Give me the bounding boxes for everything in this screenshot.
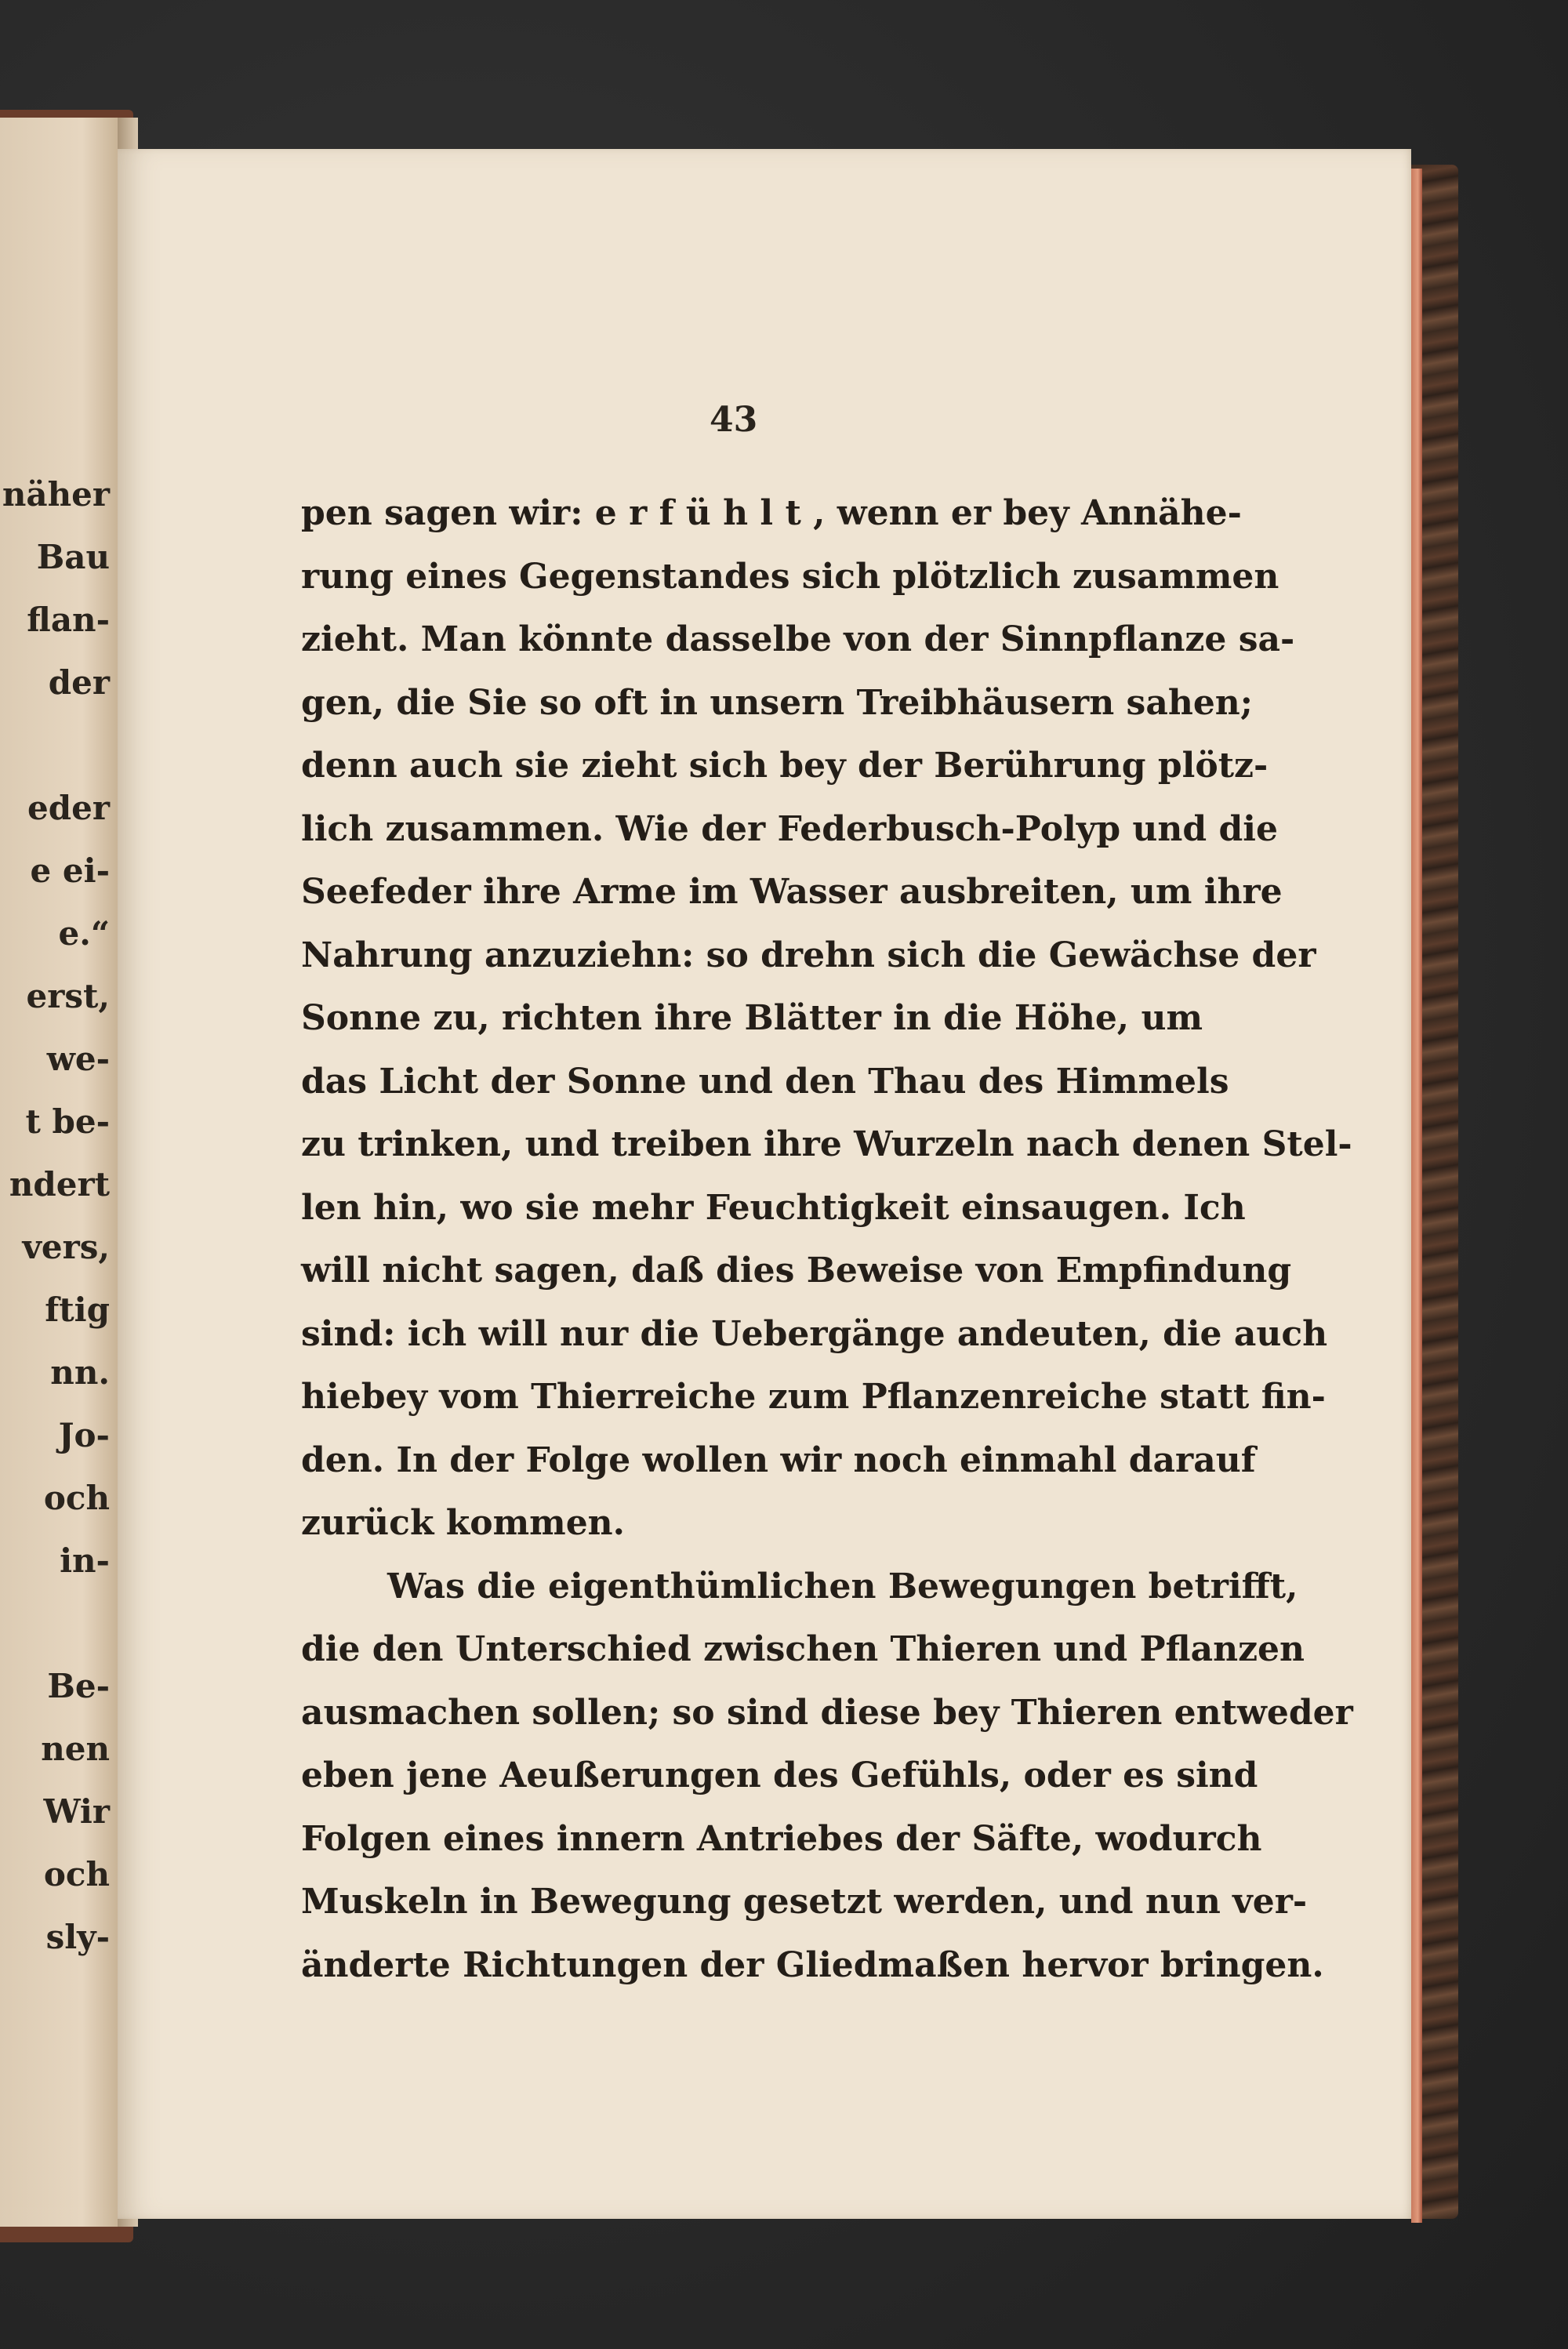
left-page-fragment: in- (60, 1541, 110, 1580)
text-line: gen, die Sie so oft in unsern Treibhäusern sahen; (301, 682, 1254, 723)
left-page-fragment: eder (27, 789, 110, 827)
left-page-fragment: ftig (45, 1291, 110, 1329)
text-line: das Licht der Sonne und den Thau des Himmels (301, 1061, 1229, 1102)
page-number: 43 (710, 400, 758, 440)
text-line: zu trinken, und treiben ihre Wurzeln nach denen Stel- (301, 1124, 1352, 1164)
left-page-fragment: we- (46, 1040, 110, 1078)
text-line: ausmachen sollen; so sind diese bey Thieren entweder (301, 1692, 1353, 1733)
left-page-fragment: Jo- (58, 1416, 110, 1454)
text-line: die den Unterschied zwischen Thieren und Pflanzen (301, 1629, 1305, 1669)
page-text (301, 482, 1353, 1997)
left-page-fragment: t be- (25, 1102, 110, 1141)
left-page-fragment: Bau (36, 538, 110, 576)
left-page-fragment: Wir (43, 1792, 110, 1831)
text-line: sind: ich will nur die Uebergänge andeuten, die auch (301, 1313, 1328, 1354)
left-page-fragment: der (48, 663, 110, 702)
text-line: eben jene Aeußerungen des Gefühls, oder es sind (301, 1755, 1258, 1795)
left-page-fragment: e ei- (30, 851, 110, 890)
text-line: Muskeln in Bewegung gesetzt werden, und nun ver- (301, 1882, 1308, 1922)
text-line: len hin, wo sie mehr Feuchtigkeit einsaugen. Ich (301, 1187, 1246, 1228)
left-page-fragment: näher (2, 475, 110, 514)
text-line: rung eines Gegenstandes sich plötzlich zusammen (301, 556, 1279, 597)
text-line: Folgen eines innern Antriebes der Säfte, wodurch (301, 1818, 1262, 1859)
left-page-fragment: ndert (9, 1165, 110, 1204)
left-page-fragment: Be- (47, 1667, 110, 1705)
text-line: zieht. Man könnte dasselbe von der Sinnpflanze sa- (301, 619, 1295, 659)
text-line: pen sagen wir: e r f ü h l t , wenn er bey Annähe- (301, 493, 1242, 533)
left-page-fragment: nen (41, 1730, 110, 1768)
text-line: Seefeder ihre Arme im Wasser ausbreiten, um ihre (301, 872, 1283, 912)
left-facing-page (0, 118, 118, 2227)
left-page-fragment: och (43, 1479, 110, 1517)
left-page-fragment: och (43, 1855, 110, 1893)
text-line: denn auch sie zieht sich bey der Berührung plötz- (301, 746, 1269, 786)
text-line: änderte Richtungen der Gliedmaßen hervor bringen. (301, 1944, 1324, 1985)
text-line: lich zusammen. Wie der Federbusch-Polyp und die (301, 808, 1278, 849)
page-edges (1411, 169, 1422, 2223)
left-page-fragment: sly- (45, 1918, 110, 1956)
text-line: den. In der Folge wollen wir noch einmahl darauf (301, 1440, 1256, 1480)
left-page-fragment: e.“ (58, 914, 110, 953)
text-line: zurück kommen. (301, 1503, 625, 1543)
left-page-fragment: flan- (27, 601, 110, 639)
text-line: Was die eigenthümlichen Bewegungen betrifft, (387, 1566, 1298, 1607)
text-line: Nahrung anzuziehn: so drehn sich die Gewächse der (301, 935, 1316, 975)
text-line: will nicht sagen, daß dies Beweise von Empfindung (301, 1251, 1292, 1291)
left-page-fragment: nn. (50, 1353, 110, 1392)
text-line: hiebey vom Thierreiche zum Pflanzenreiche statt fin- (301, 1377, 1326, 1417)
text-line: Sonne zu, richten ihre Blätter in die Höhe, um (301, 998, 1203, 1038)
left-page-fragment: erst, (26, 977, 110, 1015)
left-page-fragment: vers, (22, 1228, 110, 1266)
